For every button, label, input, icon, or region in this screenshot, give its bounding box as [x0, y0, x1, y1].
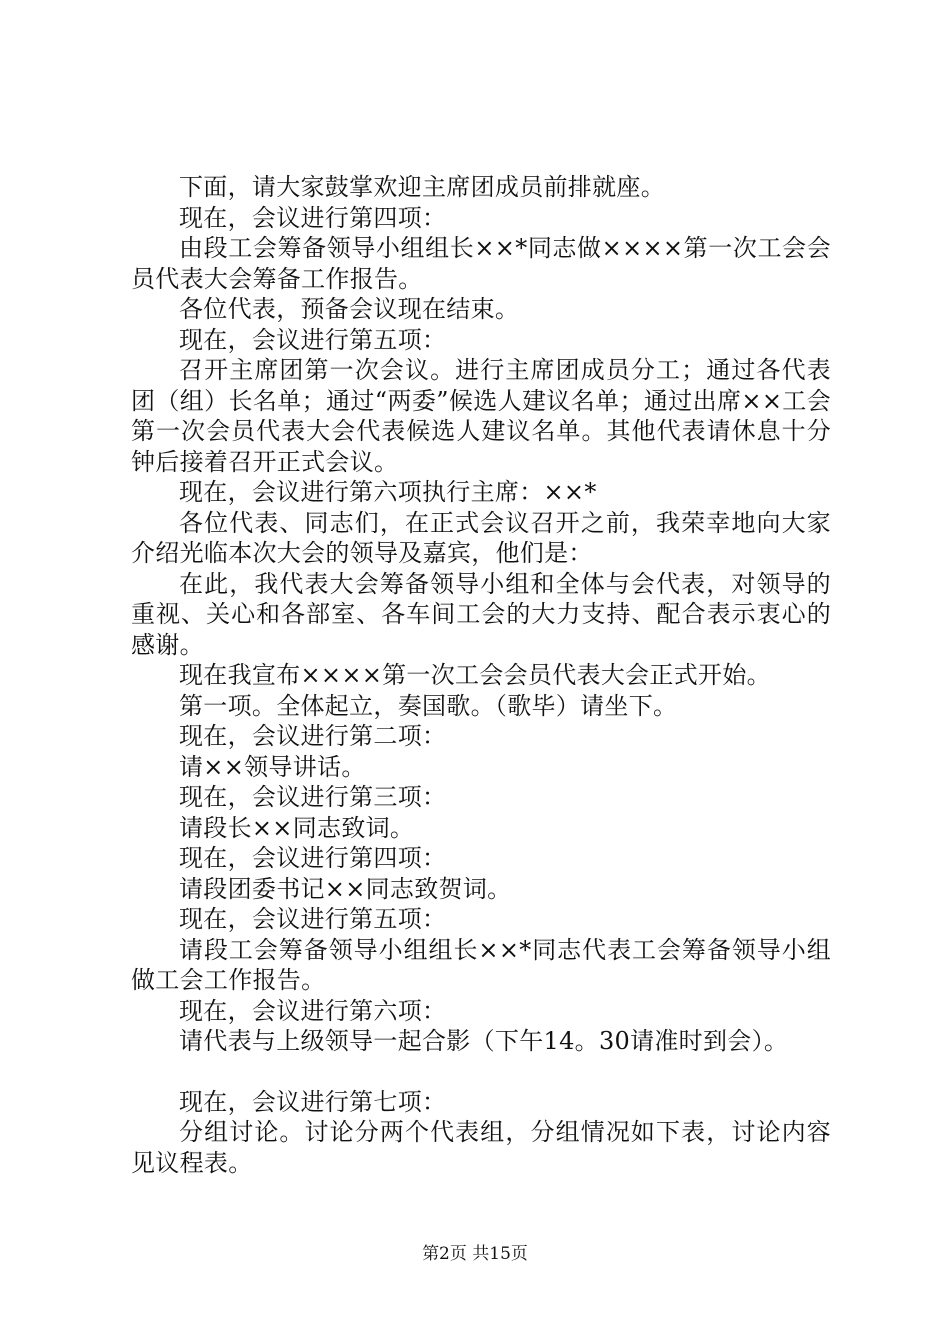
page-number-footer: 第2页 共15页	[422, 1244, 528, 1264]
paragraph: 现在，会议进行第七项：	[179, 1087, 447, 1116]
paragraph: 现在，会议进行第六项：	[179, 996, 447, 1025]
paragraph: 各位代表，预备会议现在结束。	[179, 295, 520, 323]
paragraph: 在此，我代表大会筹备领导小组和全体与会代表，对领导的重视、关心和各部室、各车间工会的大力支持、配合表示衷心的感谢。	[131, 569, 831, 659]
paragraph: 下面，请大家鼓掌欢迎主席团成员前排就座。	[179, 173, 665, 201]
paragraph: 现在，会议进行第五项：	[179, 905, 447, 933]
paragraph: 请××领导讲话。	[179, 752, 366, 781]
paragraph: 现在，会议进行第五项：	[179, 325, 447, 354]
paragraph: 召开主席团第一次会议。进行主席团成员分工；通过各代表团（组）长名单；通过“两委”候选人建议名单；通过出席××工会第一次会员代表大会代表候选人建议名单。其他代表请休息十分钟后接着召开正式会议。	[131, 356, 831, 476]
paragraph: 请段长××同志致词。	[179, 813, 415, 842]
paragraph: 现在，会议进行第四项：	[179, 203, 447, 232]
paragraph: 第一项。全体起立，奏国歌。（歌毕）请坐下。	[179, 691, 678, 720]
paragraph: 现在，会议进行第二项：	[179, 722, 447, 750]
paragraph: 现在，会议进行第三项：	[179, 783, 447, 811]
paragraph: 现在，会议进行第六项执行主席：××*	[179, 478, 597, 506]
paragraph: 请段工会筹备领导小组组长××*同志代表工会筹备领导小组做工会工作报告。	[131, 935, 831, 994]
paragraph: 现在，会议进行第四项：	[179, 844, 447, 872]
paragraph: 由段工会筹备领导小组组长××*同志做××××第一次工会会员代表大会筹备工作报告。	[131, 234, 831, 293]
paragraph: 请代表与上级领导一起合影（下午14。30请准时到会）。	[179, 1027, 789, 1055]
document-body	[131, 172, 831, 1178]
paragraph: 各位代表、同志们，在正式会议召开之前，我荣幸地向大家介绍光临本次大会的领导及嘉宾，他们是：	[131, 508, 831, 567]
paragraph: 现在我宣布××××第一次工会会员代表大会正式开始。	[179, 661, 771, 689]
paragraph: 分组讨论。讨论分两个代表组，分组情况如下表，讨论内容见议程表。	[131, 1118, 831, 1177]
paragraph: 请段团委书记××同志致贺词。	[179, 874, 512, 903]
